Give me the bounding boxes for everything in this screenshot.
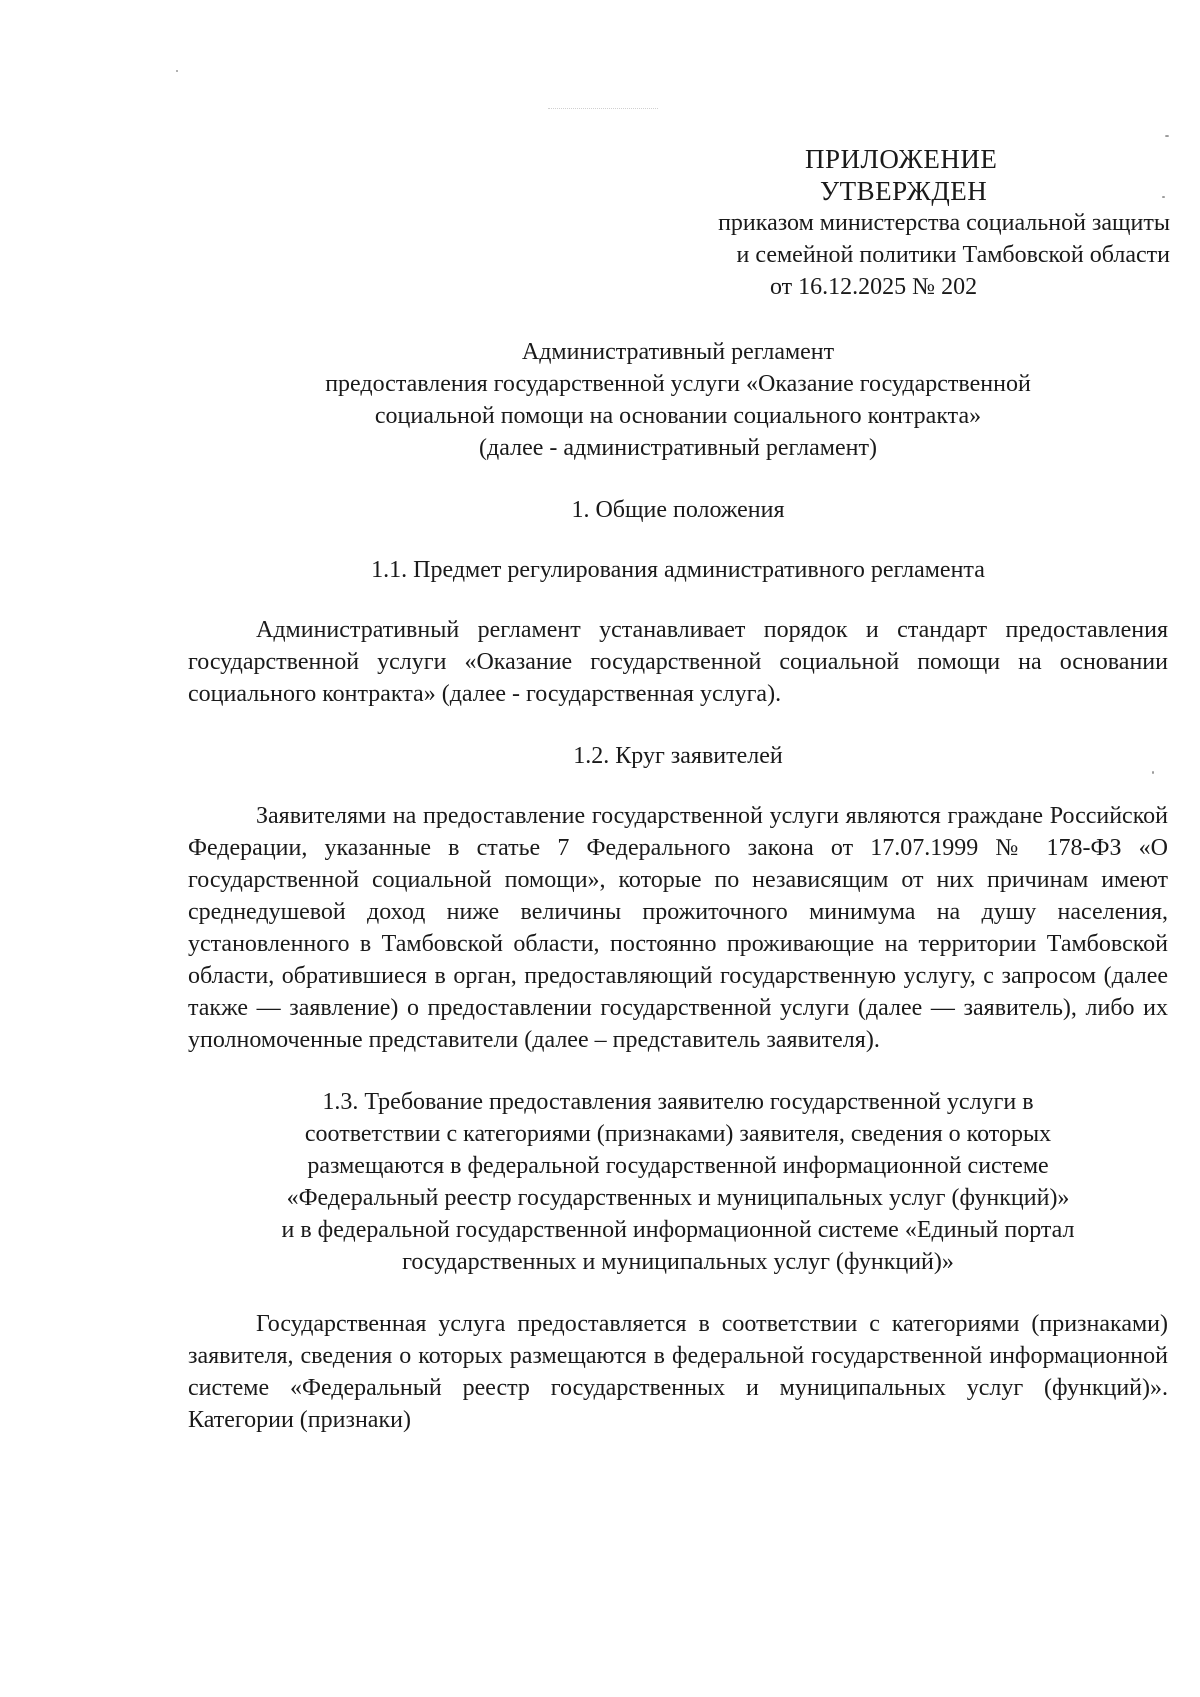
- approval-block: [600, 143, 1170, 303]
- subsection-heading: 1.2. Круг заявителей: [573, 743, 783, 769]
- title-line: Административный регламент: [521, 339, 835, 365]
- heading-line: государственных и муниципальных услуг (функций)»: [402, 1249, 954, 1275]
- scan-speck: [176, 70, 178, 72]
- scan-speck: [1165, 135, 1169, 137]
- scan-artifact: [548, 108, 658, 115]
- approval-order-line: приказом министерства социальной защиты: [718, 210, 1170, 236]
- title-line: социальной помощи на основании социального контракта»: [374, 403, 982, 429]
- subsection-heading: 1.1. Предмет регулирования административного регламента: [371, 557, 985, 583]
- section-heading: 1. Общие положения: [571, 497, 785, 523]
- title-line: (далее - административный регламент): [479, 435, 877, 461]
- heading-line: и в федеральной государственной информационной системе «Единый портал: [281, 1217, 1075, 1243]
- subsection-heading: [188, 1086, 1168, 1278]
- heading-line: «Федеральный реестр государственных и муниципальных услуг (функций)»: [286, 1185, 1070, 1211]
- approval-date-line: от 16.12.2025 № 202: [770, 274, 978, 300]
- heading-line: размещаются в федеральной государственной информационной системе: [307, 1153, 1049, 1179]
- approved-label: УТВЕРЖДЕН: [820, 176, 988, 206]
- title-line: предоставления государственной услуги «Оказание государственной: [325, 371, 1031, 397]
- paragraph: Административный регламент устанавливает порядок и стандарт предоставления государственной услуги «Оказание государственной социальной помощи на основании социального контракта» (далее - государственная услуга).: [188, 617, 1168, 707]
- document-body: [188, 336, 1168, 1436]
- document-title: [188, 336, 1168, 464]
- appendix-label: ПРИЛОЖЕНИЕ: [805, 144, 998, 174]
- paragraph: Заявителями на предоставление государственной услуги являются граждане Российской Федерации, указанные в статье 7 Федерального закона от 17.07.1999 № 178-ФЗ «О государственной социальной помощи», которые по независящим от них причинам имеют среднедушевой доход ниже величины прожиточного минимума на душу населения, установленного в Тамбовской области, постоянно проживающие на территории Тамбовской области, обратившиеся в орган, предоставляющий государственную услугу, с запросом (далее также — заявление) о предоставлении государственной услуги (далее — заявитель), либо их уполномоченные представители (далее – представитель заявителя).: [188, 803, 1168, 1053]
- heading-line: 1.3. Требование предоставления заявителю государственной услуги в: [322, 1089, 1034, 1115]
- approval-ministry-line: и семейной политики Тамбовской области: [736, 242, 1170, 268]
- paragraph: Государственная услуга предоставляется в соответствии с категориями (признаками) заявителя, сведения о которых размещаются в федеральной государственной информационной системе «Федеральный реестр государственных и муниципальных услуг (функций)». Категории (признаки): [188, 1311, 1168, 1433]
- heading-line: соответствии с категориями (признаками) заявителя, сведения о которых: [304, 1121, 1052, 1147]
